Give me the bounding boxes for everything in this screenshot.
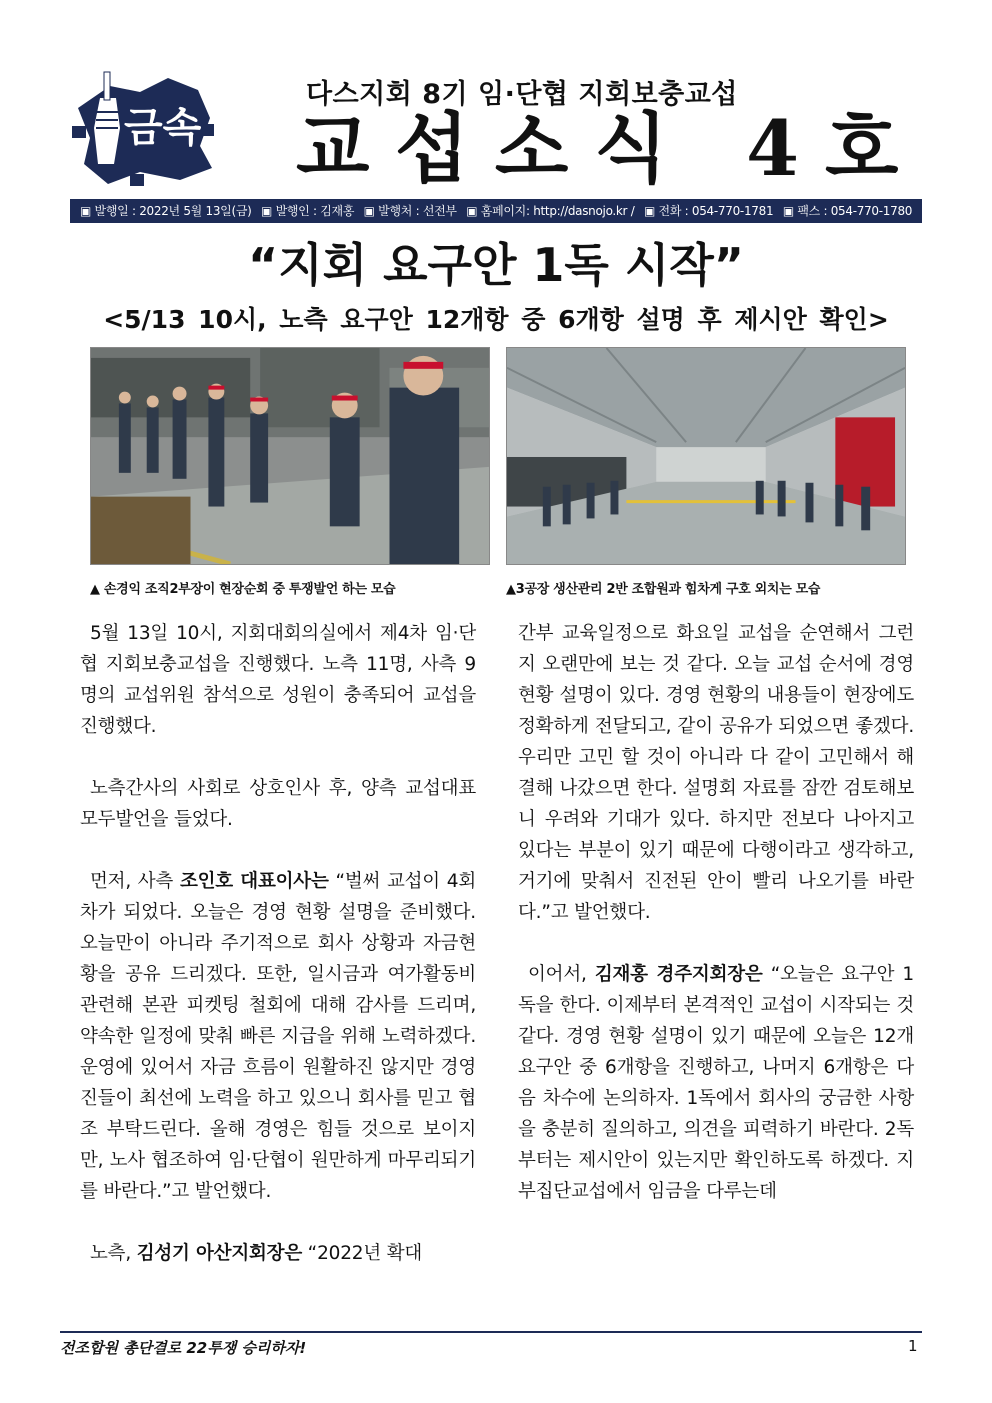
speaker-name: 조인호 대표이사는 <box>179 871 329 892</box>
info-publisher: ▣ 발행인 : 김재홍 <box>261 204 355 218</box>
article-column-right <box>518 618 914 1207</box>
info-phone: ▣ 전화 : 054-770-1781 <box>643 204 774 218</box>
paragraph: 이어서, 김재홍 경주지회장은 “오늘은 요구안 1독을 한다. 이제부터 본격적인 교섭이 시작되는 것 같다. 경영 현황 설명이 있기 때문에 오늘은 12개 요구안 중 6개항을 진행하고, 나머지 6개항은 다음 차수에 논의하자. 1독에서 회사의 궁금한 사항을 충분히 질의하고, 의견을 피력하기 바란다. 2독부터는 제시안이 있는지만 확인하도록 하겠다. 지부집단교섭에서 임금을 다루는데 <box>518 964 915 1202</box>
newsletter-title: 교섭소식 4호 <box>296 104 925 193</box>
photo-warehouse-rally <box>506 347 906 565</box>
publication-info-bar <box>70 199 922 223</box>
newsletter-subtitle: 다스지회 8기 임·단협 지회보충교섭 <box>306 79 738 110</box>
photo-caption-right: ▲3공장 생산관리 2반 조합원과 힘차게 구호 외치는 모습 <box>506 582 821 597</box>
paragraph: 5월 13일 10시, 지회대회의실에서 제4차 임·단협 지회보충교섭을 진행했다. 노측 11명, 사측 9명의 교섭위원 참석으로 성원이 충족되어 교섭을 진행했다. <box>80 623 476 737</box>
info-fax: ▣ 팩스 : 054-770-1780 <box>782 204 913 218</box>
paragraph: 먼저, 사측 조인호 대표이사는 “벌써 교섭이 4회차가 되었다. 오늘은 경영 현황 설명을 준비했다. 오늘만이 아니라 주기적으로 회사 상황과 자금현황을 공유 드리겠다. 또한, 일시금과 여가활동비 관련해 본관 피켓팅 철회에 대해 감사를 드리며, 약속한 일정에 맞춰 빠른 지급을 위해 노력하겠다. 운영에 있어서 자금 흐름이 원활하진 않지만 경영진들이 최선에 노력을 하고 있으니 회사를 믿고 협조 부탁드린다. 올해 경영은 힘들 것으로 보이지만, 노사 협조하여 임·단협이 원만하게 마무리되기를 바란다.”고 발언했다. <box>80 871 476 1202</box>
warehouse-rally-image <box>507 348 905 564</box>
article-subheadline: <5/13 10시, 노측 요구안 12개항 중 6개항 설명 후 제시안 확인> <box>103 305 889 334</box>
article-column-left <box>80 618 476 1269</box>
photo-caption-left: ▲ 손경익 조직2부장이 현장순회 중 투쟁발언 하는 모습 <box>90 582 396 597</box>
speaker-name: 김재홍 경주지회장은 <box>594 964 763 985</box>
photo-factory-speech <box>90 347 490 565</box>
info-department: ▣ 발행처 : 선전부 <box>363 204 457 218</box>
masthead <box>70 66 925 194</box>
speaker-name: 김성기 아산지회장은 <box>136 1243 302 1264</box>
footer-divider <box>60 1331 922 1333</box>
paragraph: 노측간사의 사회로 상호인사 후, 양측 교섭대표 모두발언을 들었다. <box>80 778 476 830</box>
paragraph: 노측, 김성기 아산지회장은 “2022년 확대 <box>90 1243 423 1264</box>
factory-speech-image <box>91 348 489 564</box>
info-homepage[interactable]: ▣ 홈페이지: http://dasnojo.kr / <box>466 204 635 218</box>
union-logo <box>70 68 220 188</box>
logo-text: 금속 <box>124 105 202 151</box>
paragraph: 간부 교육일정으로 화요일 교섭을 순연해서 그런지 오랜만에 보는 것 같다. 오늘 교섭 순서에 경영 현황 설명이 있다. 경영 현황의 내용들이 현장에도 정확하게 전달되고, 같이 공유가 되었으면 좋겠다. 우리만 고민 할 것이 아니라 다 같이 고민해서 해결해 나갔으면 한다. 설명회 자료를 잠깐 검토해보니 우려와 기대가 있다. 하지만 전보다 나아지고 있다는 부분이 있기 때문에 다행이라고 생각하고, 거기에 맞춰서 진전된 안이 빨리 나오기를 바란다.”고 발언했다. <box>518 623 914 923</box>
page-number: 1 <box>908 1337 918 1355</box>
footer-slogan: 전조합원 총단결로 22투쟁 승리하자! <box>60 1339 307 1357</box>
article-headline: “지회 요구안 1독 시작” <box>247 238 744 292</box>
info-issue-date: ▣ 발행일 : 2022년 5월 13일(금) <box>80 204 252 218</box>
